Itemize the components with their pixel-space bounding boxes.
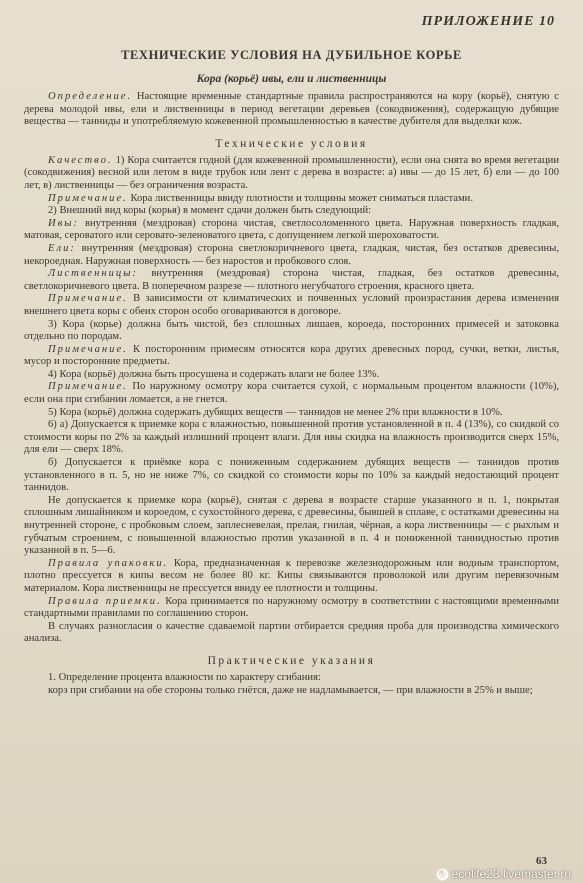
packing-text: Кора, предназначенная к перевозке железнодорожным или водным транспортом, плотно прессуется в кипы весом не более 80 кг. Кипы связываются проволокой или другим перевязочным материалом. Кора лиственницы не прессуется ввиду ее плотности и толщины.	[24, 557, 559, 594]
willow-label: Ивы:	[48, 217, 79, 229]
appendix-header: ПРИЛОЖЕНИЕ 10	[421, 14, 555, 29]
spruce-paragraph	[24, 243, 559, 268]
practical-item-1-detail: корз при сгибании на обе стороны только гнётся, даже не надламывается, — при влажности в 25% и выше;	[48, 684, 533, 696]
larch-label: Лиственницы:	[48, 268, 138, 280]
dispute-paragraph: В случаях разногласия о качестве сдаваемой партии отбирается средняя проба для производства химического анализа.	[24, 620, 559, 645]
cleanliness-paragraph: 3) Кора (корье) должна быть чистой, без сплошных лишаев, короеда, посторонних примесей и затоковка отдельно по породам.	[24, 318, 559, 343]
note-2-text: В зависимости от климатических и почвенных условий произрастания дерева изменения внешнего цвета коры с обеих сторон особо оговариваются в договоре.	[24, 293, 559, 317]
note-1-label: Примечание.	[48, 192, 128, 204]
spruce-label: Ели:	[48, 242, 76, 254]
acceptance-rules-label: Правила приемки.	[48, 595, 162, 607]
acceptance-moisture-paragraph: 6) а) Допускается к приемке кора с влажностью, повышенной против установленной в п. 4 (13%), со скидкой со стоимости коры по 2% за каждый излишний процент влаги. Для ивы скидка на влажность производится сверх 15%, для ели — сверх 18%.	[24, 419, 559, 456]
larch-text: внутренняя (мездровая) сторона чистая, гладкая, без остатков древесины, светлокоричневого цвета. В поперечном разрезе — плотного негубчатого строения, красного цвета.	[24, 268, 559, 292]
packing-paragraph	[24, 558, 559, 596]
definition-label: Определение.	[48, 91, 133, 102]
tannin-paragraph: 5) Кора (корьё) должна содержать дубящих веществ — таннидов не менее 2% при влажности в 10%.	[48, 406, 503, 418]
note-3-text: К посторонним примесям относятся кора других древесных пород, сучки, ветки, листья, мусор и посторонние предметы.	[24, 343, 559, 368]
practical-item-1: 1. Определение процента влажности по характеру сгибания:	[48, 671, 321, 683]
acceptance-rules-paragraph	[24, 596, 559, 621]
note-4-text: По наружному осмотру кора считается сухой, с нормальным процентом влажности (10%), если она при сгибании ломается, а не гнется.	[24, 381, 559, 406]
note-2	[24, 293, 559, 318]
willow-text: внутренняя (мездровая) сторона чистая, светлосоломенного цвета. Наружная поверхность гладкая, матовая, сероватого или серовато-зеленоватого цвета, с допущением легкой шероховатости.	[24, 217, 559, 242]
quality-label: Качество.	[48, 154, 113, 166]
spruce-text: внутренняя (мездровая) сторона светлокоричневого цвета, гладкая, чистая, без остатков древесины, некороедная. Наружная поверхность — без наростов и пробкового слоя.	[24, 242, 559, 267]
watermark-text: ecolife23.livemaster.ru	[451, 867, 571, 881]
tech-conditions-title: Технические условия	[215, 137, 368, 150]
packing-label: Правила упаковки.	[48, 557, 169, 569]
moisture-paragraph: 4) Кора (корьё) должна быть просушена и содержать влаги не более 13%.	[48, 368, 380, 380]
watermark	[436, 867, 571, 881]
definition-text: Настоящие временные стандартные правила распространяются на кору (корьё), снятую с дерева молодой ивы, ели и лиственницы в период вегетации деревьев (сокодвижения), содержащую дубящие вещества — танниды и употребляемую кожевенной промышленностью в качестве дубителя для выделки кож.	[24, 91, 559, 128]
acceptance-rules-text: Кора принимается по наружному осмотру в соответствии с настоящими временными стандартными правилами по соглашению сторон.	[24, 595, 560, 620]
note-3	[24, 344, 559, 369]
main-title: ТЕХНИЧЕСКИЕ УСЛОВИЯ НА ДУБИЛЬНОЕ КОРЬЕ	[121, 48, 462, 62]
quality-paragraph	[24, 155, 559, 193]
note-4	[24, 381, 559, 406]
appearance-paragraph: 2) Внешний вид коры (корья) в момент сдачи должен быть следующий:	[48, 205, 372, 217]
rejection-paragraph: Не допускается к приемке кора (корьё), снятая с дерева в возрасте старше указанного в п. 1, покрытая сплошным лишайником и короедом, с сухостойного дерева, с древесины, бывшей в сплаве, с остатками древесины на внутренней стороне, с пробковым слоем, заплесневелая, прелая, гнилая, чёрная, а кора лиственницы — с рыхлым и губчатым строением, с повышенной влажностью против указанной в п. 4 и пониженной таннидностью против указанной в п. 5—6.	[24, 494, 559, 557]
note-2-label: Примечание.	[48, 293, 128, 305]
note-4-label: Примечание.	[48, 381, 128, 393]
page-number: 63	[536, 855, 547, 867]
sub-title: Кора (корьё) ивы, ели и лиственницы	[196, 73, 387, 85]
willow-paragraph	[24, 218, 559, 243]
spiral-logo-icon	[436, 868, 449, 881]
acceptance-tannin-paragraph: б) Допускается к приёмке кора с пониженным содержанием дубящих веществ — таннидов против установленного в п. 5, но не ниже 7%, со скидкой со стоимости коры по 10% за каждый недостающий процент таннидов.	[24, 457, 559, 494]
note-1-text: Кора лиственницы ввиду плотности и толщины может сниматься пластами.	[127, 192, 473, 204]
definition-paragraph	[24, 91, 559, 129]
practical-title: Практические указания	[207, 654, 376, 667]
larch-paragraph	[24, 268, 559, 293]
note-3-label: Примечание.	[48, 343, 128, 355]
quality-text: 1) Кора считается годной (для кожевенной промышленности), если она снята во время вегетации (сокодвижения) весной или летом в виде трубок или лент с дерева в возрасте: а) ивы — до 15 лет, б) ели — до 100 лет, в) лиственницы — без ограничения возраста.	[24, 154, 559, 191]
note-1	[24, 193, 559, 206]
